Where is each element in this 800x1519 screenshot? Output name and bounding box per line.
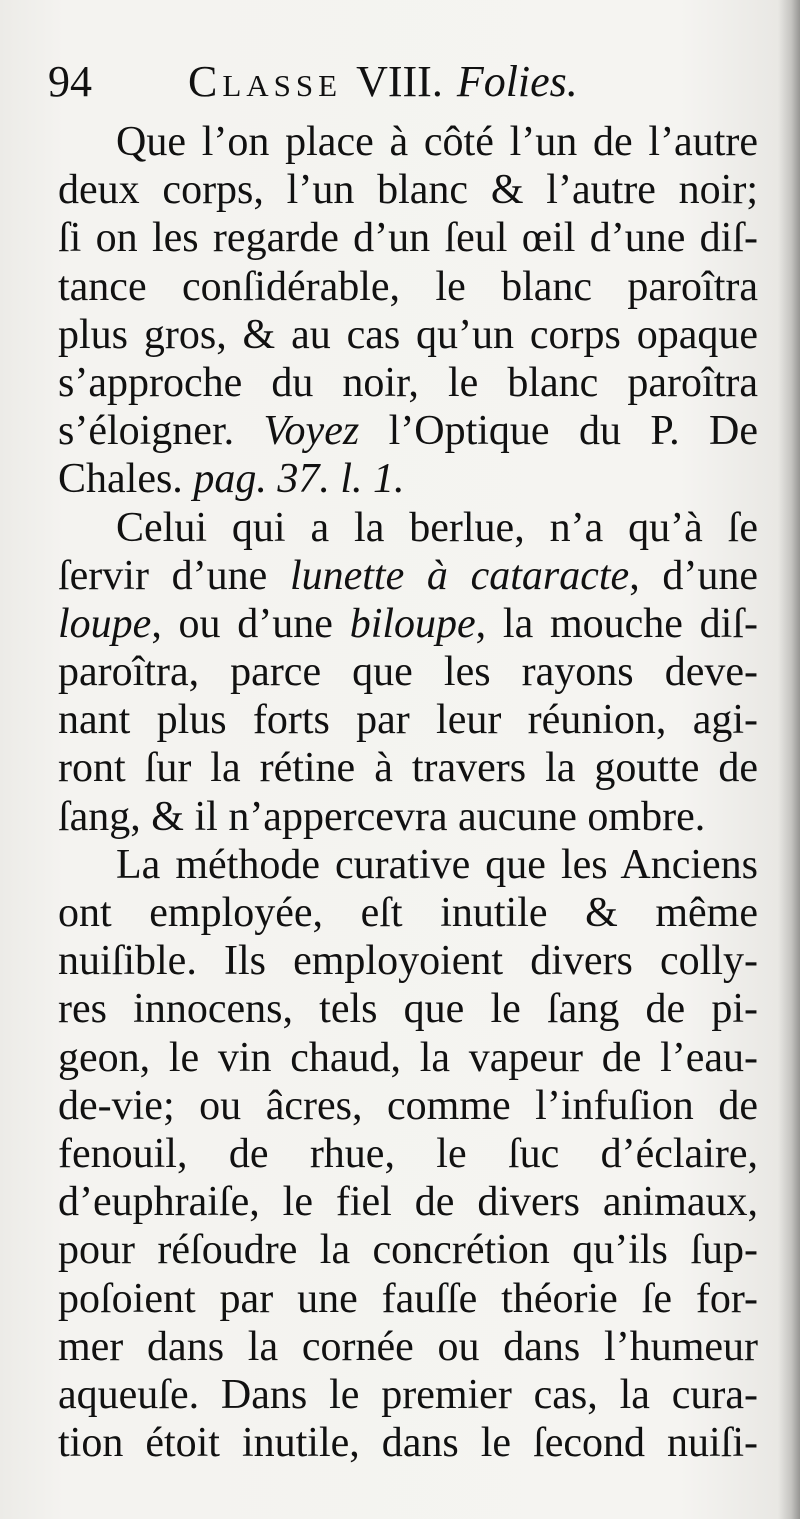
text-line bbox=[58, 600, 758, 648]
text-line: ſang, & il n’appercevra aucune ombre. bbox=[58, 793, 706, 840]
text-segment: , ou d’une bbox=[151, 600, 333, 647]
text-segment: s’éloigner. bbox=[58, 408, 235, 455]
text-line: ront ſur la rétine à travers la goutte de bbox=[58, 745, 758, 792]
text-line: Celui qui a la berlue, n’a qu’à ſe bbox=[116, 504, 758, 551]
text-line: ont employée, eſt inutile & même bbox=[58, 890, 758, 936]
text-segment: Chales. bbox=[58, 456, 183, 503]
text-line: nant plus forts par leur réunion, agi- bbox=[58, 697, 758, 744]
text-line bbox=[58, 552, 758, 600]
text-line: tion étoit inutile, dans le ſecond nuiſi- bbox=[58, 1420, 758, 1467]
text-line: La méthode curative que les Anciens bbox=[116, 841, 758, 888]
text-segment: , la mouche diſ- bbox=[475, 600, 758, 647]
text-line: res innocens, tels que le ſang de pi- bbox=[58, 986, 758, 1033]
italic-voyez: Voyez bbox=[263, 408, 360, 455]
text-line: pour réſoudre la concrétion qu’ils ſup- bbox=[58, 1227, 758, 1274]
text-line bbox=[58, 455, 758, 503]
italic-page-reference: pag. 37. l. 1. bbox=[193, 456, 405, 503]
page-number: 94 bbox=[48, 57, 92, 106]
text-line bbox=[58, 407, 758, 455]
text-line: geon, le vin chaud, la vapeur de l’eau- bbox=[58, 1034, 758, 1081]
text-line: ſi on les regarde d’un ſeul œil d’une diſ- bbox=[58, 215, 758, 262]
text-line: paroîtra, parce que les rayons deve- bbox=[58, 649, 758, 696]
header-classe-number: VIII. bbox=[356, 57, 443, 106]
text-line: plus gros, & au cas qu’un corps opaque bbox=[58, 311, 758, 358]
text-line: deux corps, l’un blanc & l’autre noir; bbox=[58, 167, 758, 214]
italic-term: biloupe bbox=[349, 600, 476, 647]
text-line: fenouil, de rhue, le ſuc d’éclaire, bbox=[58, 1130, 758, 1177]
text-line: poſoient par une fauſſe théorie ſe for- bbox=[58, 1275, 758, 1322]
italic-term: loupe bbox=[58, 600, 152, 647]
paragraph-1 bbox=[58, 118, 758, 504]
text-line: nuiſible. Ils employoient divers colly- bbox=[58, 938, 758, 985]
paragraph-3 bbox=[58, 841, 758, 1467]
header-section: Folies. bbox=[456, 57, 578, 106]
header-classe: Classe bbox=[188, 57, 343, 106]
text-line: d’euphraiſe, le fiel de divers animaux, bbox=[58, 1179, 758, 1226]
body-text bbox=[58, 118, 758, 1467]
text-line: aqueuſe. Dans le premier cas, la cura- bbox=[58, 1371, 758, 1418]
text-segment: , d’une bbox=[629, 552, 758, 599]
text-line: mer dans la cornée ou dans l’humeur bbox=[58, 1323, 758, 1370]
text-segment: ſervir d’une bbox=[58, 552, 268, 599]
page-spine-shadow bbox=[778, 0, 800, 1519]
paragraph-2 bbox=[58, 504, 758, 841]
text-line: tance conſidérable, le blanc paroîtra bbox=[58, 263, 758, 310]
text-line: Que l’on place à côté l’un de l’autre bbox=[116, 119, 758, 165]
text-line: s’approche du noir, le blanc paroîtra bbox=[58, 359, 758, 406]
italic-term: lunette à cataracte bbox=[289, 552, 630, 599]
text-line: de-vie; ou âcres, comme l’infuſion de bbox=[58, 1082, 758, 1129]
running-header bbox=[48, 52, 748, 112]
text-segment: l’Optique du P. De bbox=[359, 408, 758, 455]
